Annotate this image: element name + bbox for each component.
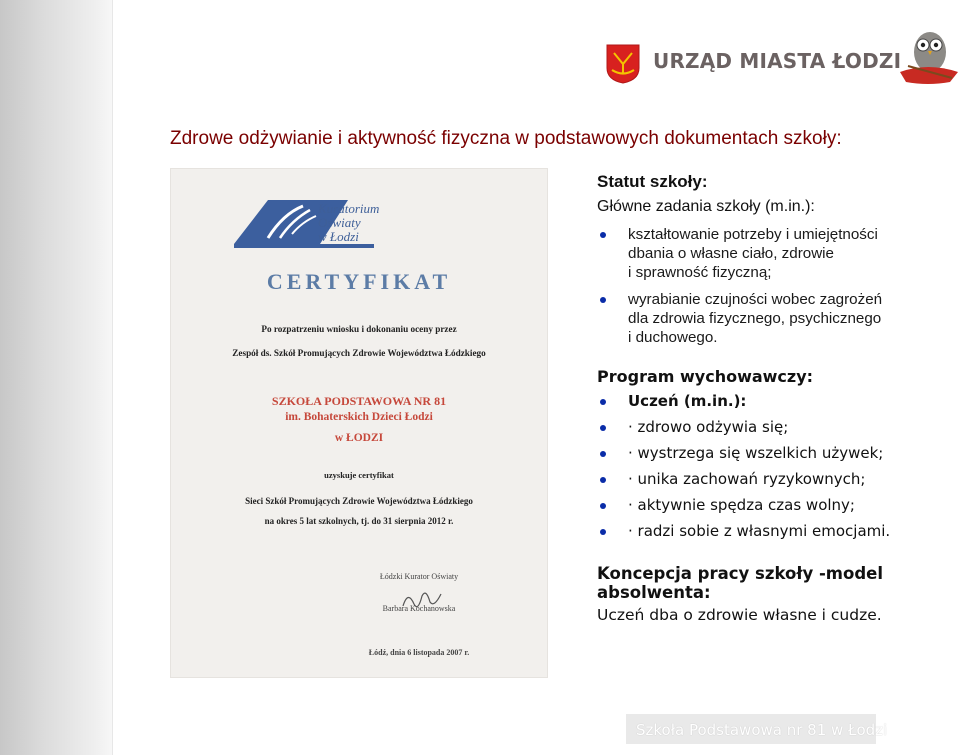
bullet-icon xyxy=(600,297,606,303)
cert-signer-title: Łódzki Kurator Oświaty xyxy=(379,572,459,581)
list-item-line: wyrabianie czujności wobec zagrożeń xyxy=(628,291,883,308)
list-item xyxy=(597,522,937,541)
bullet-icon xyxy=(600,451,606,457)
cert-logo-line: Kuratorium xyxy=(318,201,380,216)
list-item-text: · radzi sobie z własnymi emocjami. xyxy=(628,522,891,540)
cert-school-patron: im. Bohaterskich Dzieci Łodzi xyxy=(285,411,433,423)
cert-network: Sieci Szkół Promujących Zdrowie Województwa Łódzkiego xyxy=(245,496,473,506)
list-item xyxy=(597,444,937,463)
list-item xyxy=(597,418,937,437)
footer-text: Szkoła Podstawowa nr 81 w Łodzi xyxy=(636,721,888,739)
bullet-icon xyxy=(600,477,606,483)
cert-intro-line-1: Po rozpatrzeniu wniosku i dokonaniu oceny przez xyxy=(261,324,457,334)
bullet-icon xyxy=(600,232,606,238)
cert-school-name: SZKOŁA PODSTAWOWA NR 81 xyxy=(271,394,447,408)
left-decorative-strip xyxy=(0,0,112,755)
list-item-text: · wystrzega się wszelkich używek; xyxy=(628,444,884,462)
bullet-icon xyxy=(600,425,606,431)
list-item-line: dbania o własne ciało, zdrowie xyxy=(628,245,834,262)
concept-heading-line: Koncepcja pracy szkoły -model xyxy=(597,564,883,583)
cert-school-city: w ŁODZI xyxy=(334,432,384,444)
city-crest-icon xyxy=(606,44,640,84)
program-heading: Program wychowawczy: xyxy=(597,367,814,386)
concept-heading-line: absolwenta: xyxy=(597,583,711,602)
statute-subheading: Główne zadania szkoły (m.in.): xyxy=(597,198,815,215)
bullet-icon xyxy=(600,399,606,405)
list-item-text: · unika zachowań ryzykownych; xyxy=(628,470,866,488)
cert-intro-line-2: Zespół ds. Szkół Promujących Zdrowie Województwa Łódzkiego xyxy=(232,348,486,358)
list-item-text: · zdrowo odżywia się; xyxy=(628,418,789,436)
cert-date: Łódź, dnia 6 listopada 2007 r. xyxy=(368,648,470,657)
list-item xyxy=(597,225,937,282)
statute-heading: Statut szkoły: xyxy=(597,172,708,191)
certificate-image xyxy=(170,168,548,678)
cert-receives: uzyskuje certyfikat xyxy=(324,470,394,480)
student-label: Uczeń (m.in.): xyxy=(628,392,747,410)
page-title: Zdrowe odżywianie i aktywność fizyczna w podstawowych dokumentach szkoły: xyxy=(170,128,842,149)
concept-text: Uczeń dba o zdrowie własne i cudze. xyxy=(597,606,882,624)
cert-period: na okres 5 lat szkolnych, tj. do 31 sierpnia 2012 r. xyxy=(264,516,454,526)
cert-signer-name: Barbara Kochanowska xyxy=(382,604,456,613)
owl-mascot-icon xyxy=(898,22,960,88)
certificate-title: CERTYFIKAT xyxy=(266,269,452,294)
list-item xyxy=(597,392,937,411)
cert-logo-line: Oświaty xyxy=(318,215,361,230)
list-item-line: i duchowego. xyxy=(628,329,718,346)
list-item xyxy=(597,290,937,347)
cert-logo-text xyxy=(318,202,379,244)
cert-logo-line: w Łodzi xyxy=(318,229,359,244)
list-item-text: · aktywnie spędza czas wolny; xyxy=(628,496,855,514)
list-item xyxy=(597,496,937,515)
left-strip-edge xyxy=(112,0,113,755)
bullet-icon xyxy=(600,529,606,535)
list-item xyxy=(597,470,937,489)
header-title: URZĄD MIASTA ŁODZI xyxy=(653,49,902,73)
bullet-icon xyxy=(600,503,606,509)
right-text-column xyxy=(597,172,937,625)
list-item-line: i sprawność fizyczną; xyxy=(628,264,772,281)
list-item-line: kształtowanie potrzeby i umiejętności xyxy=(628,226,878,243)
concept-heading xyxy=(597,564,937,602)
list-item-line: dla zdrowia fizycznego, psychicznego xyxy=(628,310,882,327)
